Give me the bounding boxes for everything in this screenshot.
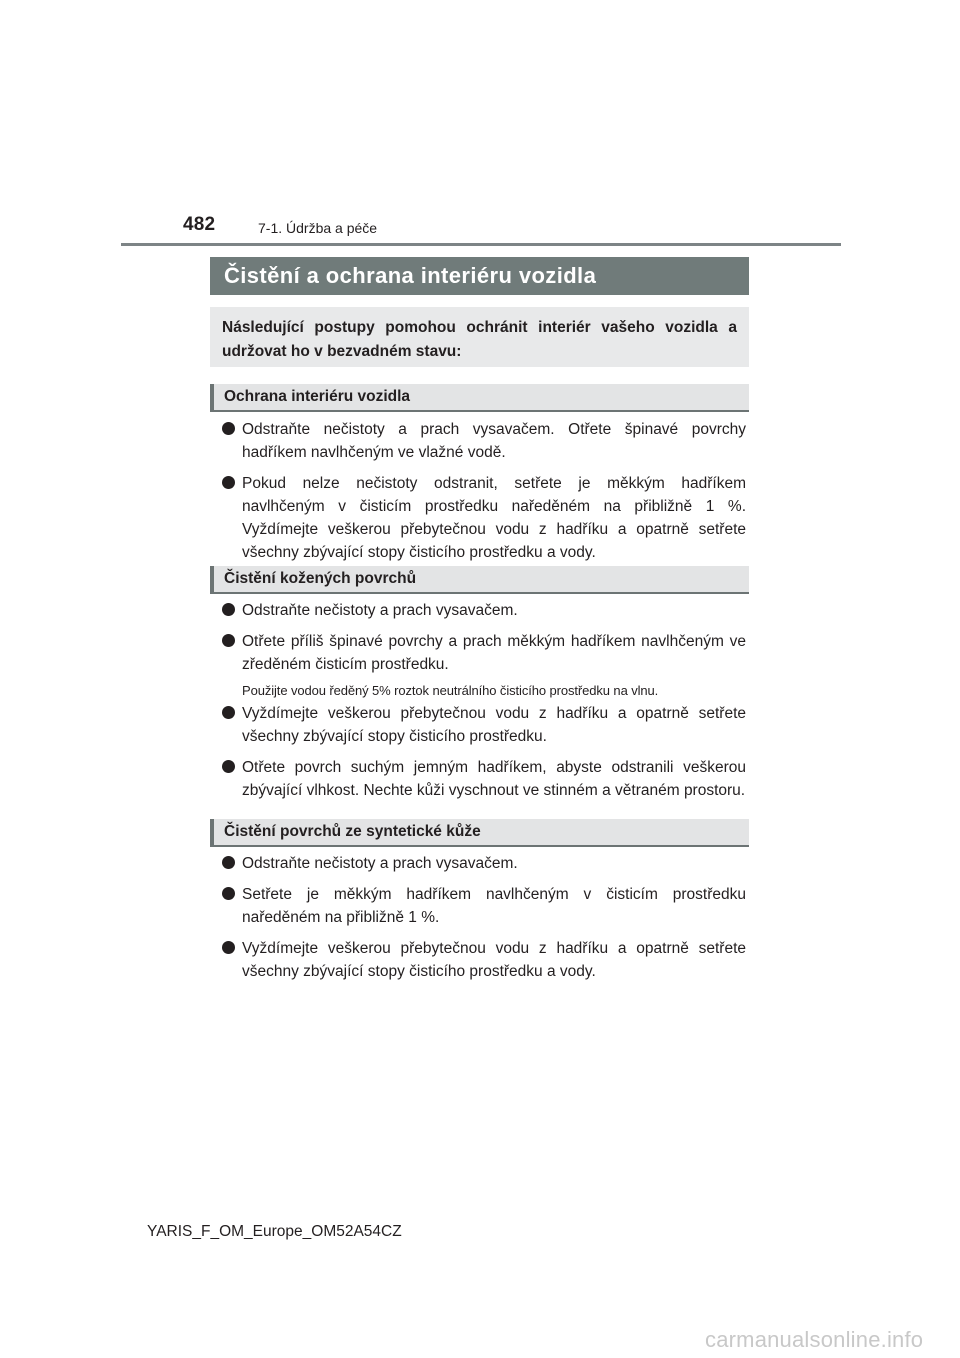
page-title: Čistění a ochrana interiéru vozidla [210,257,749,295]
bullet-icon [222,476,235,489]
bullet-list-interior-protection [222,418,746,572]
chapter-label: 7-1. Údržba a péče [258,220,378,236]
page-number: 482 [183,214,216,235]
list-item-text: Otřete povrch suchým jemným hadříkem, abyste odstranili veškerou zbývající vlhkost. Nechte kůži vyschnout ve stinném a větraném prostoru. [242,759,746,799]
note-text: Použijte vodou ředěný 5% roztok neutrálního čisticího prostředku na vlnu. [242,683,659,698]
list-item [222,883,746,929]
document-code: YARIS_F_OM_Europe_OM52A54CZ [147,1223,402,1240]
list-item-text: Pokud nelze nečistoty odstranit, setřete je měkkým hadříkem navlhčeným v čisticím prostředku naředěném na přibližně 1 %. Vyždímejte veškerou přebytečnou vodu z hadříku a opatrně setřete všechny zbývající stopy čisticího prostředku a vody. [242,475,746,561]
section-heading-interior-protection: Ochrana interiéru vozidla [210,384,749,412]
list-item [222,852,746,875]
list-item-text: Setřete je měkkým hadříkem navlhčeným v čisticím prostředku naředěném na přibližně 1 %. [242,886,746,926]
list-item-text: Vyždímejte veškerou přebytečnou vodu z hadříku a opatrně setřete všechny zbývající stopy čisticího prostředku. [242,705,746,745]
bullet-list-synthetic-leather-cleaning [222,852,746,991]
intro-text: Následující postupy pomohou ochránit interiér vašeho vozidla a udržovat ho v bezvadném stavu: [222,319,737,360]
section-heading-leather-cleaning: Čistění kožených povrchů [210,566,749,594]
list-item [222,599,746,622]
bullet-icon [222,856,235,869]
list-item [222,472,746,564]
bullet-icon [222,634,235,647]
list-item-text: Vyždímejte veškerou přebytečnou vodu z hadříku a opatrně setřete všechny zbývající stopy čisticího prostředku a vody. [242,940,746,980]
section-heading-synthetic-leather-cleaning: Čistění povrchů ze syntetické kůže [210,819,749,847]
list-item-text: Odstraňte nečistoty a prach vysavačem. Otřete špinavé povrchy hadříkem navlhčeným ve vlažné vodě. [242,421,746,461]
list-item-text: Odstraňte nečistoty a prach vysavačem. [242,855,518,872]
list-item [222,937,746,983]
intro-box [210,307,749,367]
bullet-icon [222,887,235,900]
header-divider [121,243,841,246]
list-item [222,756,746,802]
list-item-text: Otřete příliš špinavé povrchy a prach měkkým hadříkem navlhčeným ve zředěném čisticím prostředku. [242,633,746,673]
list-item [222,630,746,676]
bullet-icon [222,706,235,719]
list-item [222,702,746,748]
bullet-icon [222,760,235,773]
bullet-icon [222,603,235,616]
bullet-icon [222,941,235,954]
list-item-text: Odstraňte nečistoty a prach vysavačem. [242,602,518,619]
bullet-icon [222,422,235,435]
bullet-list-leather-cleaning [222,599,746,810]
watermark: carmanualsonline.info [705,1327,924,1352]
list-item [222,418,746,464]
